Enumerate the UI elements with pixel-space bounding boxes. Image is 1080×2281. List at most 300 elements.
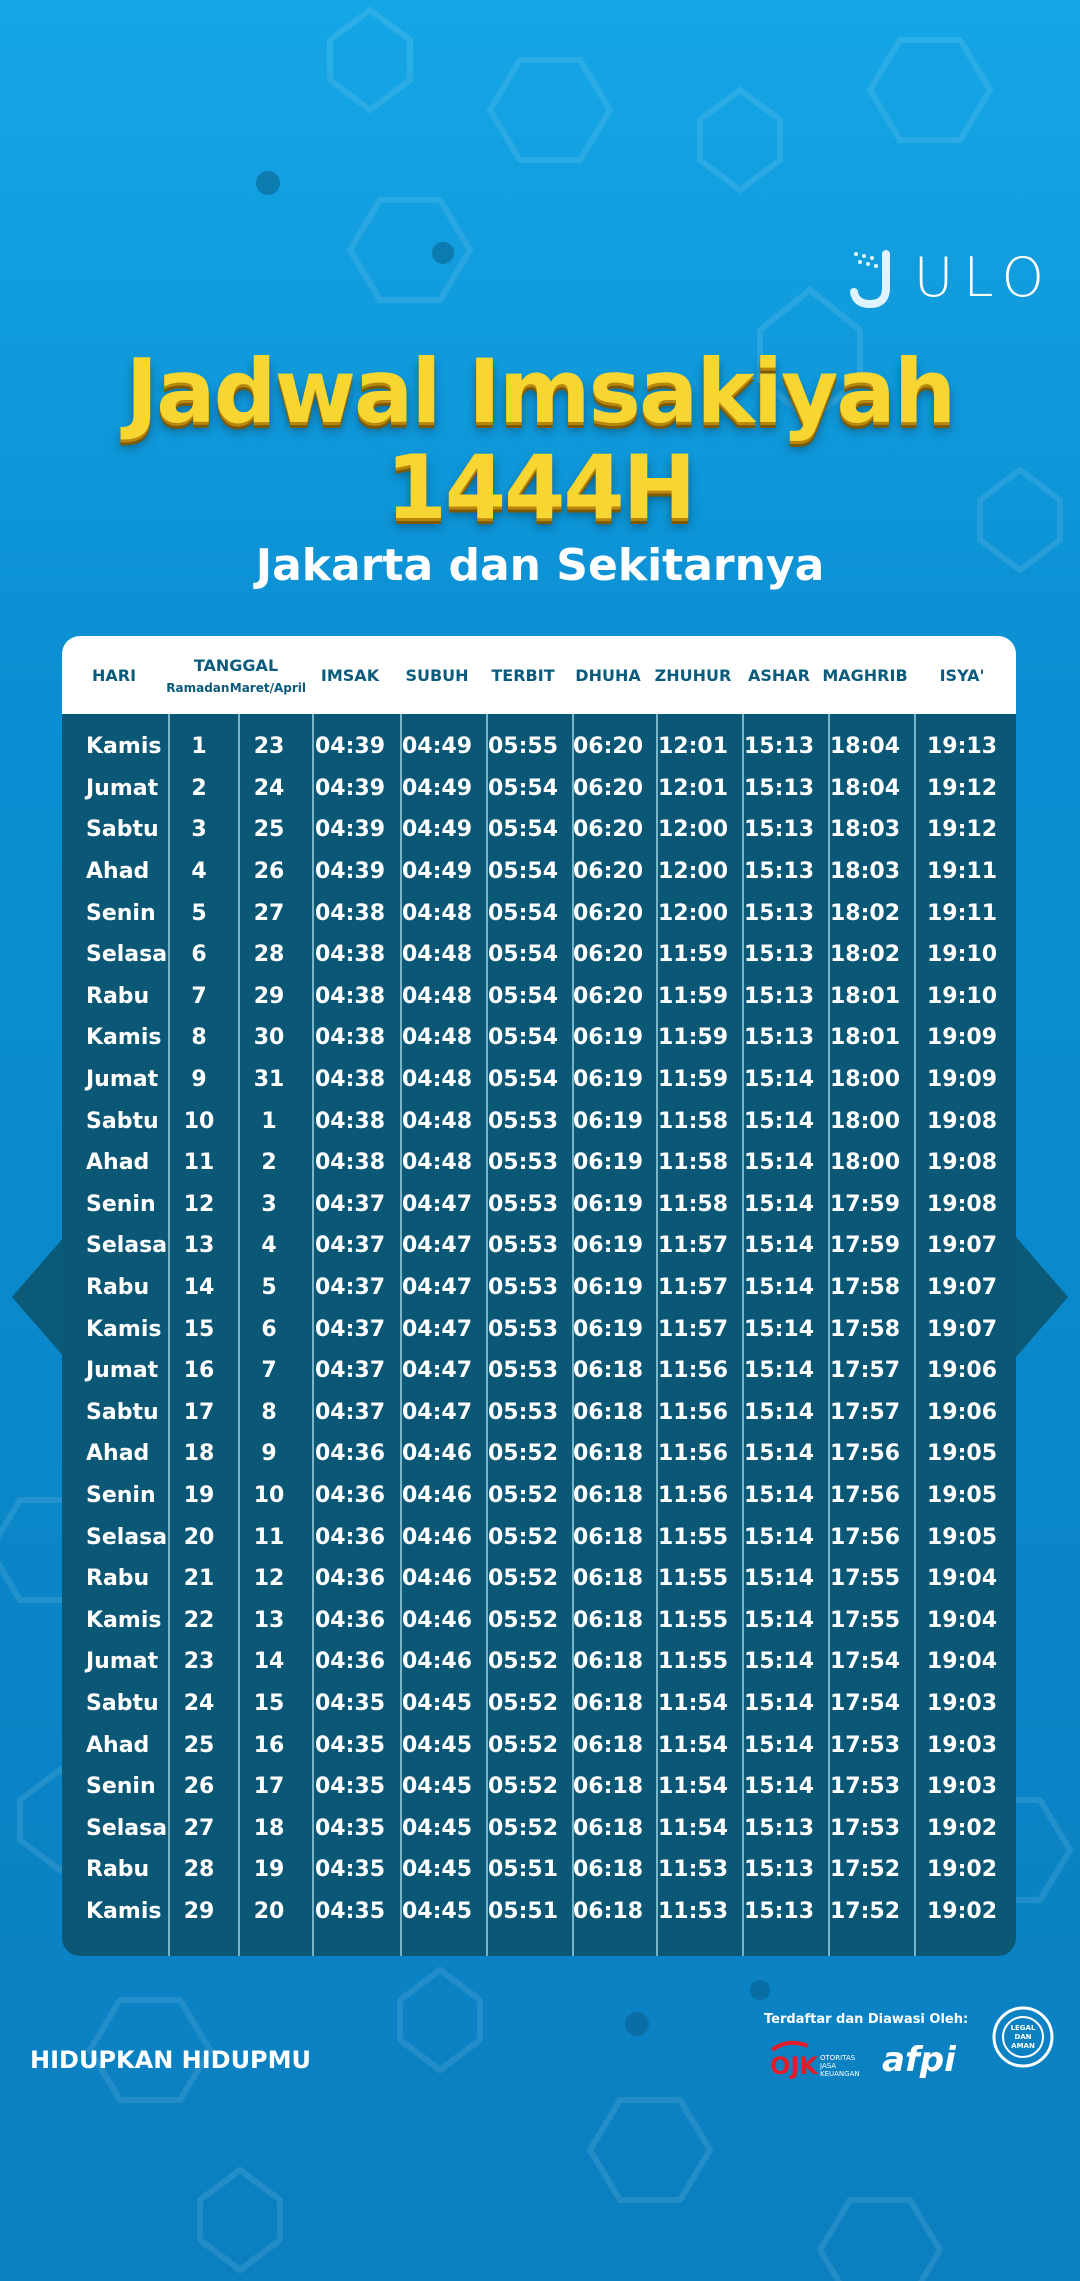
- header-maghrib: MAGHRIB: [822, 665, 908, 685]
- cell-ashar: 15:14: [743, 1399, 815, 1425]
- cell-maghrib: 17:57: [829, 1358, 901, 1384]
- cell-isya: 19:05: [926, 1441, 998, 1467]
- table-row: [62, 1017, 1016, 1059]
- cell-subuh: 04:45: [401, 1732, 473, 1758]
- cell-maghrib: 17:52: [829, 1898, 901, 1924]
- cell-ashar: 15:14: [743, 1150, 815, 1176]
- table-row: [62, 1683, 1016, 1725]
- cell-gregorian-date: 9: [261, 1441, 277, 1467]
- cell-day: Selasa: [86, 1524, 168, 1550]
- cell-dhuha: 06:18: [572, 1815, 644, 1841]
- schedule-table: [62, 636, 1016, 1956]
- cell-zhuhur: 11:55: [657, 1524, 729, 1550]
- cell-gregorian-date: 5: [261, 1275, 277, 1301]
- cell-day: Sabtu: [86, 1399, 159, 1425]
- cell-maghrib: 17:54: [829, 1690, 901, 1716]
- cell-imsak: 04:38: [314, 1108, 386, 1134]
- cell-maghrib: 18:04: [829, 775, 901, 801]
- cell-ashar: 15:14: [743, 1524, 815, 1550]
- cell-maghrib: 17:57: [829, 1399, 901, 1425]
- cell-ashar: 15:13: [743, 775, 815, 801]
- cell-ramadan-date: 19: [183, 1482, 215, 1508]
- cell-ashar: 15:14: [743, 1607, 815, 1633]
- table-row: [62, 976, 1016, 1018]
- cell-ashar: 15:14: [743, 1774, 815, 1800]
- cell-ashar: 15:14: [743, 1233, 815, 1259]
- cell-isya: 19:03: [926, 1690, 998, 1716]
- header-hari: HARI: [91, 665, 137, 685]
- table-header: [62, 636, 1016, 714]
- cell-terbit: 05:53: [487, 1191, 559, 1217]
- cell-maghrib: 17:53: [829, 1732, 901, 1758]
- cell-terbit: 05:52: [487, 1607, 559, 1633]
- cell-ashar: 15:14: [743, 1067, 815, 1093]
- cell-maghrib: 18:00: [829, 1108, 901, 1134]
- cell-imsak: 04:39: [314, 734, 386, 760]
- table-row: [62, 1142, 1016, 1184]
- cell-imsak: 04:37: [314, 1316, 386, 1342]
- cell-ramadan-date: 27: [183, 1815, 215, 1841]
- cell-imsak: 04:36: [314, 1566, 386, 1592]
- cell-isya: 19:04: [926, 1649, 998, 1675]
- cell-day: Kamis: [86, 1607, 162, 1633]
- cell-zhuhur: 11:56: [657, 1358, 729, 1384]
- cell-imsak: 04:36: [314, 1482, 386, 1508]
- cell-dhuha: 06:19: [572, 1233, 644, 1259]
- cell-imsak: 04:35: [314, 1690, 386, 1716]
- cell-dhuha: 06:19: [572, 1025, 644, 1051]
- table-row: [62, 1308, 1016, 1350]
- cell-day: Kamis: [86, 734, 162, 760]
- cell-imsak: 04:37: [314, 1275, 386, 1301]
- cell-ramadan-date: 20: [183, 1524, 215, 1550]
- cell-maghrib: 17:55: [829, 1607, 901, 1633]
- cell-terbit: 05:55: [487, 734, 559, 760]
- table-row: [62, 1059, 1016, 1101]
- table-row: [62, 1392, 1016, 1434]
- cell-imsak: 04:36: [314, 1441, 386, 1467]
- cell-terbit: 05:54: [487, 1025, 559, 1051]
- cell-subuh: 04:48: [401, 900, 473, 926]
- cell-gregorian-date: 14: [253, 1649, 285, 1675]
- cell-terbit: 05:51: [487, 1898, 559, 1924]
- cell-ramadan-date: 14: [183, 1275, 215, 1301]
- cell-terbit: 05:54: [487, 775, 559, 801]
- cell-subuh: 04:45: [401, 1815, 473, 1841]
- table-body: [62, 714, 1016, 1956]
- cell-subuh: 04:47: [401, 1233, 473, 1259]
- cell-day: Rabu: [86, 1566, 150, 1592]
- cell-ramadan-date: 1: [191, 734, 207, 760]
- cell-imsak: 04:36: [314, 1524, 386, 1550]
- cell-subuh: 04:45: [401, 1690, 473, 1716]
- cell-dhuha: 06:20: [572, 942, 644, 968]
- cell-subuh: 04:48: [401, 1150, 473, 1176]
- cell-ramadan-date: 7: [191, 983, 207, 1009]
- table-row: [62, 809, 1016, 851]
- cell-day: Selasa: [86, 1233, 168, 1259]
- cell-zhuhur: 11:53: [657, 1898, 729, 1924]
- seal-line-1: LEGAL: [1010, 2024, 1036, 2032]
- cell-day: Jumat: [86, 775, 159, 801]
- cell-dhuha: 06:20: [572, 859, 644, 885]
- tagline: HIDUPKAN HIDUPMU: [30, 2046, 312, 2074]
- cell-imsak: 04:38: [314, 942, 386, 968]
- cell-gregorian-date: 12: [253, 1566, 285, 1592]
- cell-terbit: 05:53: [487, 1316, 559, 1342]
- cell-subuh: 04:47: [401, 1358, 473, 1384]
- table-row: [62, 726, 1016, 768]
- cell-zhuhur: 11:59: [657, 1067, 729, 1093]
- cell-day: Rabu: [86, 1857, 150, 1883]
- cell-zhuhur: 11:55: [657, 1607, 729, 1633]
- cell-gregorian-date: 26: [253, 859, 285, 885]
- cell-maghrib: 18:01: [829, 1025, 901, 1051]
- cell-ramadan-date: 15: [183, 1316, 215, 1342]
- cell-ramadan-date: 17: [183, 1399, 215, 1425]
- cell-day: Sabtu: [86, 1690, 159, 1716]
- cell-ashar: 15:14: [743, 1191, 815, 1217]
- cell-dhuha: 06:18: [572, 1774, 644, 1800]
- table-row: [62, 1475, 1016, 1517]
- cell-imsak: 04:36: [314, 1607, 386, 1633]
- cell-terbit: 05:52: [487, 1566, 559, 1592]
- cell-maghrib: 18:02: [829, 942, 901, 968]
- cell-day: Ahad: [86, 1150, 150, 1176]
- cell-isya: 19:05: [926, 1482, 998, 1508]
- cell-gregorian-date: 18: [253, 1815, 285, 1841]
- cell-maghrib: 18:00: [829, 1150, 901, 1176]
- cell-ashar: 15:14: [743, 1649, 815, 1675]
- table-row: [62, 1599, 1016, 1641]
- table-row: [62, 1724, 1016, 1766]
- cell-isya: 19:07: [926, 1233, 998, 1259]
- cell-subuh: 04:48: [401, 983, 473, 1009]
- cell-terbit: 05:54: [487, 817, 559, 843]
- cell-ramadan-date: 21: [183, 1566, 215, 1592]
- table-row: [62, 1184, 1016, 1226]
- cell-zhuhur: 11:56: [657, 1399, 729, 1425]
- cell-subuh: 04:46: [401, 1441, 473, 1467]
- cell-ramadan-date: 10: [183, 1108, 215, 1134]
- cell-ramadan-date: 2: [191, 775, 207, 801]
- cell-gregorian-date: 25: [253, 817, 285, 843]
- cell-gregorian-date: 7: [261, 1358, 277, 1384]
- cell-gregorian-date: 4: [261, 1233, 277, 1259]
- cell-subuh: 04:48: [401, 1067, 473, 1093]
- cell-ramadan-date: 4: [191, 859, 207, 885]
- cell-terbit: 05:51: [487, 1857, 559, 1883]
- cell-isya: 19:11: [926, 859, 998, 885]
- cell-imsak: 04:36: [314, 1649, 386, 1675]
- registered-text: Terdaftar dan Diawasi Oleh:: [764, 2012, 969, 2027]
- cell-terbit: 05:54: [487, 942, 559, 968]
- cell-imsak: 04:37: [314, 1358, 386, 1384]
- cell-subuh: 04:45: [401, 1774, 473, 1800]
- cell-subuh: 04:47: [401, 1316, 473, 1342]
- cell-ramadan-date: 22: [183, 1607, 215, 1633]
- cell-imsak: 04:35: [314, 1732, 386, 1758]
- cell-subuh: 04:48: [401, 1108, 473, 1134]
- cell-terbit: 05:54: [487, 1067, 559, 1093]
- cell-zhuhur: 12:01: [657, 734, 729, 760]
- afpi-logo: afpi: [882, 2040, 956, 2080]
- ojk-sub-3: KEUANGAN: [820, 2070, 860, 2078]
- cell-isya: 19:08: [926, 1191, 998, 1217]
- cell-subuh: 04:46: [401, 1607, 473, 1633]
- cell-terbit: 05:52: [487, 1732, 559, 1758]
- cell-isya: 19:12: [926, 817, 998, 843]
- cell-subuh: 04:47: [401, 1399, 473, 1425]
- table-row: [62, 1641, 1016, 1683]
- cell-dhuha: 06:18: [572, 1399, 644, 1425]
- cell-zhuhur: 12:01: [657, 775, 729, 801]
- cell-day: Senin: [86, 1191, 156, 1217]
- cell-maghrib: 18:03: [829, 817, 901, 843]
- cell-terbit: 05:52: [487, 1441, 559, 1467]
- cell-subuh: 04:48: [401, 942, 473, 968]
- page-title-year: 1444H: [385, 436, 695, 539]
- cell-imsak: 04:38: [314, 900, 386, 926]
- cell-imsak: 04:38: [314, 983, 386, 1009]
- cell-zhuhur: 11:54: [657, 1690, 729, 1716]
- cell-terbit: 05:52: [487, 1482, 559, 1508]
- cell-ashar: 15:13: [743, 900, 815, 926]
- cell-gregorian-date: 24: [253, 775, 285, 801]
- cell-maghrib: 18:03: [829, 859, 901, 885]
- cell-zhuhur: 11:54: [657, 1732, 729, 1758]
- cell-ashar: 15:13: [743, 1025, 815, 1051]
- cell-ramadan-date: 25: [183, 1732, 215, 1758]
- cell-subuh: 04:46: [401, 1524, 473, 1550]
- cell-day: Sabtu: [86, 817, 159, 843]
- cell-maghrib: 17:56: [829, 1524, 901, 1550]
- table-row: [62, 1433, 1016, 1475]
- cell-dhuha: 06:19: [572, 1191, 644, 1217]
- cell-subuh: 04:45: [401, 1857, 473, 1883]
- cell-imsak: 04:35: [314, 1898, 386, 1924]
- cell-terbit: 05:52: [487, 1815, 559, 1841]
- cell-ashar: 15:14: [743, 1441, 815, 1467]
- cell-imsak: 04:35: [314, 1774, 386, 1800]
- cell-dhuha: 06:19: [572, 1275, 644, 1301]
- cell-maghrib: 18:00: [829, 1067, 901, 1093]
- cell-imsak: 04:39: [314, 859, 386, 885]
- cell-gregorian-date: 13: [253, 1607, 285, 1633]
- cell-day: Senin: [86, 1482, 156, 1508]
- table-row: [62, 1225, 1016, 1267]
- cell-zhuhur: 11:55: [657, 1566, 729, 1592]
- ojk-logo: [768, 2036, 872, 2082]
- cell-terbit: 05:54: [487, 900, 559, 926]
- cell-zhuhur: 11:58: [657, 1108, 729, 1134]
- header-tanggal: [166, 656, 306, 695]
- cell-zhuhur: 12:00: [657, 900, 729, 926]
- cell-ashar: 15:13: [743, 1815, 815, 1841]
- cell-ramadan-date: 16: [183, 1358, 215, 1384]
- cell-ramadan-date: 23: [183, 1649, 215, 1675]
- cell-zhuhur: 11:55: [657, 1649, 729, 1675]
- cell-dhuha: 06:19: [572, 1067, 644, 1093]
- cell-gregorian-date: 30: [253, 1025, 285, 1051]
- cell-ashar: 15:14: [743, 1732, 815, 1758]
- cell-day: Rabu: [86, 983, 150, 1009]
- cell-ramadan-date: 11: [183, 1150, 215, 1176]
- julo-logo: [846, 246, 1054, 309]
- cell-maghrib: 17:56: [829, 1441, 901, 1467]
- cell-terbit: 05:52: [487, 1774, 559, 1800]
- cell-gregorian-date: 19: [253, 1857, 285, 1883]
- cell-zhuhur: 11:57: [657, 1233, 729, 1259]
- header-tanggal-label: TANGGAL: [193, 655, 279, 675]
- cell-isya: 19:04: [926, 1566, 998, 1592]
- cell-gregorian-date: 28: [253, 942, 285, 968]
- table-row: [62, 892, 1016, 934]
- ojk-label: OJK: [770, 2052, 818, 2080]
- header-maret-april: Maret/April: [229, 680, 306, 695]
- header-isya: ISYA': [939, 665, 985, 685]
- cell-maghrib: 17:53: [829, 1774, 901, 1800]
- table-row: [62, 1267, 1016, 1309]
- cell-ashar: 15:14: [743, 1275, 815, 1301]
- table-row: [62, 1807, 1016, 1849]
- cell-ramadan-date: 13: [183, 1233, 215, 1259]
- cell-gregorian-date: 16: [253, 1732, 285, 1758]
- cell-ramadan-date: 8: [191, 1025, 207, 1051]
- cell-ramadan-date: 9: [191, 1067, 207, 1093]
- cell-subuh: 04:49: [401, 817, 473, 843]
- legal-aman-seal-icon: [992, 2006, 1054, 2068]
- cell-day: Jumat: [86, 1649, 159, 1675]
- cell-imsak: 04:37: [314, 1399, 386, 1425]
- cell-ashar: 15:14: [743, 1108, 815, 1134]
- cell-isya: 19:07: [926, 1275, 998, 1301]
- cell-subuh: 04:48: [401, 1025, 473, 1051]
- cell-dhuha: 06:18: [572, 1358, 644, 1384]
- cell-day: Ahad: [86, 859, 150, 885]
- cell-terbit: 05:53: [487, 1399, 559, 1425]
- cell-imsak: 04:38: [314, 1150, 386, 1176]
- cell-maghrib: 17:58: [829, 1316, 901, 1342]
- cell-terbit: 05:54: [487, 983, 559, 1009]
- cell-terbit: 05:54: [487, 859, 559, 885]
- cell-zhuhur: 11:58: [657, 1150, 729, 1176]
- cell-subuh: 04:46: [401, 1566, 473, 1592]
- cell-gregorian-date: 27: [253, 900, 285, 926]
- cell-isya: 19:03: [926, 1774, 998, 1800]
- cell-gregorian-date: 29: [253, 983, 285, 1009]
- table-row: [62, 1849, 1016, 1891]
- cell-day: Kamis: [86, 1316, 162, 1342]
- cell-isya: 19:09: [926, 1067, 998, 1093]
- cell-ramadan-date: 29: [183, 1898, 215, 1924]
- table-row: [62, 1558, 1016, 1600]
- cell-ashar: 15:13: [743, 983, 815, 1009]
- cell-isya: 19:06: [926, 1358, 998, 1384]
- cell-isya: 19:02: [926, 1898, 998, 1924]
- cell-terbit: 05:53: [487, 1358, 559, 1384]
- page-title: Jadwal Imsakiyah: [125, 340, 955, 443]
- table-row: [62, 1891, 1016, 1933]
- cell-maghrib: 17:53: [829, 1815, 901, 1841]
- table-row: [62, 768, 1016, 810]
- cell-ramadan-date: 24: [183, 1690, 215, 1716]
- cell-isya: 19:06: [926, 1399, 998, 1425]
- header-ashar: ASHAR: [748, 665, 810, 685]
- header-ramadan: Ramadan: [166, 680, 230, 695]
- cell-terbit: 05:53: [487, 1275, 559, 1301]
- cell-ashar: 15:14: [743, 1690, 815, 1716]
- seal-line-3: AMAN: [1011, 2042, 1035, 2050]
- cell-zhuhur: 11:56: [657, 1441, 729, 1467]
- cell-zhuhur: 11:57: [657, 1275, 729, 1301]
- cell-isya: 19:13: [926, 734, 998, 760]
- cell-terbit: 05:53: [487, 1108, 559, 1134]
- cell-day: Sabtu: [86, 1108, 159, 1134]
- table-rows: [62, 726, 1016, 1932]
- cell-imsak: 04:37: [314, 1191, 386, 1217]
- cell-dhuha: 06:20: [572, 734, 644, 760]
- cell-terbit: 05:52: [487, 1649, 559, 1675]
- header-zhuhur: ZHUHUR: [654, 665, 732, 685]
- cell-gregorian-date: 10: [253, 1482, 285, 1508]
- cell-isya: 19:11: [926, 900, 998, 926]
- cell-subuh: 04:47: [401, 1191, 473, 1217]
- ojk-sub-2: JASA: [820, 2062, 837, 2070]
- cell-maghrib: 17:56: [829, 1482, 901, 1508]
- cell-gregorian-date: 1: [261, 1108, 277, 1134]
- cell-ashar: 15:13: [743, 734, 815, 760]
- cell-dhuha: 06:18: [572, 1732, 644, 1758]
- cell-isya: 19:03: [926, 1732, 998, 1758]
- cell-zhuhur: 11:54: [657, 1774, 729, 1800]
- cell-ramadan-date: 12: [183, 1191, 215, 1217]
- cell-ramadan-date: 3: [191, 817, 207, 843]
- cell-imsak: 04:38: [314, 1025, 386, 1051]
- cell-ashar: 15:13: [743, 1898, 815, 1924]
- table-row: [62, 1766, 1016, 1808]
- cell-isya: 19:08: [926, 1150, 998, 1176]
- cell-subuh: 04:46: [401, 1649, 473, 1675]
- table-row: [62, 1516, 1016, 1558]
- cell-isya: 19:10: [926, 983, 998, 1009]
- cell-dhuha: 06:18: [572, 1649, 644, 1675]
- cell-day: Ahad: [86, 1441, 150, 1467]
- cell-ramadan-date: 5: [191, 900, 207, 926]
- cell-ashar: 15:14: [743, 1566, 815, 1592]
- cell-zhuhur: 11:57: [657, 1316, 729, 1342]
- cell-day: Rabu: [86, 1275, 150, 1301]
- cell-zhuhur: 11:59: [657, 1025, 729, 1051]
- cell-subuh: 04:47: [401, 1275, 473, 1301]
- cell-subuh: 04:49: [401, 775, 473, 801]
- cell-gregorian-date: 3: [261, 1191, 277, 1217]
- cell-isya: 19:08: [926, 1108, 998, 1134]
- cell-dhuha: 06:18: [572, 1482, 644, 1508]
- cell-dhuha: 06:20: [572, 817, 644, 843]
- cell-gregorian-date: 8: [261, 1399, 277, 1425]
- cell-imsak: 04:39: [314, 775, 386, 801]
- cell-day: Jumat: [86, 1358, 159, 1384]
- right-decoration: [1016, 1237, 1068, 1357]
- cell-zhuhur: 11:56: [657, 1482, 729, 1508]
- cell-terbit: 05:52: [487, 1524, 559, 1550]
- cell-ashar: 15:13: [743, 817, 815, 843]
- cell-dhuha: 06:18: [572, 1524, 644, 1550]
- cell-subuh: 04:49: [401, 859, 473, 885]
- cell-isya: 19:02: [926, 1815, 998, 1841]
- cell-dhuha: 06:20: [572, 775, 644, 801]
